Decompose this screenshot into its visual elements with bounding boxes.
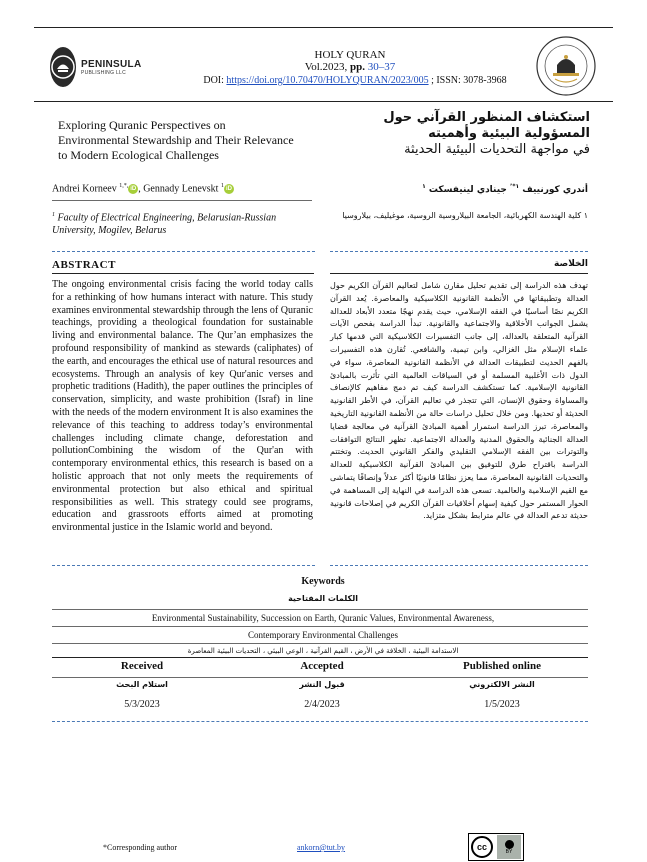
author-1-name: Andrei Korneev [52, 183, 120, 195]
title-arabic [318, 110, 590, 158]
abstract-english: The ongoing environmental crisis facing the world today calls for a rethinking of how humans interact with nature. This study examines environmental stewardship through the lens of Quranic teachings, providing a theological foundation for sustainable living and environmental balance. The Qur’an emphasizes the profound responsibility of mankind as stewards (caliphates) of the earth, and encourages the ethical use of natural resources and ecosystems. Through an analysis of key Qur'anic verses and prophetic traditions (Hadith), the paper outlines the principles of conservation, simplicity, and waste prohibition (Israf) in line with the needs of the modern environment It is also examines the relevance of this teaching to address today’s environmental challenges including climate change, deforestation and pollutionCombining the wisdom of the Qur'an with contemporary environmental ethics, this research is based on a holistic approach that not only meets the requirements of environmental protection but also ethical and spiritual responsibilities as well. This strategy could see programs, education and grassroots efforts aimed at promoting environmental justice in the Islamic world and beyond. [52, 279, 313, 534]
date-accepted-label: Accepted [300, 660, 344, 672]
title-arabic-sub: في مواجهة التحديات البيئية الحديثة [404, 142, 590, 157]
date-accepted-value: 2/4/2023 [304, 699, 340, 710]
date-received [52, 660, 232, 710]
cc-by-license-badge[interactable] [468, 833, 524, 861]
publisher-emblem-icon [50, 47, 76, 87]
journal-seal [535, 35, 597, 97]
keywords-arabic: الاستدامة البيئية ، الخلافة في الأرض ، القيم القرآنية ، الوعي البيئي ، التحديات البيئية المعاصرة [187, 647, 459, 655]
keywords-heading: Keywords [301, 576, 345, 587]
date-accepted [232, 660, 412, 710]
doi-line: DOI: https://doi.org/10.70470/HOLYQURAN/2023/005 ; ISSN: 3078-3968 [203, 75, 507, 86]
keywords-english-line-1: Environmental Sustainability, Succession on Earth, Quranic Values, Environmental Awareness, [151, 613, 495, 623]
date-received-value: 5/3/2023 [124, 699, 160, 710]
abstract-bottom-rule-right [330, 565, 588, 566]
publisher-logo [50, 44, 142, 90]
date-received-label: Received [120, 660, 164, 672]
authors-arabic: أندري كورنييف $^{١*٬}$ جينادي لينيفسكت $^١$ [422, 183, 588, 195]
issn: ; ISSN: 3078-3968 [428, 75, 507, 86]
cc-icon: cc [471, 836, 493, 858]
date-published-value: 1/5/2023 [484, 699, 520, 710]
keywords-english-line-2: Contemporary Environmental Challenges [248, 630, 398, 640]
date-accepted-label-arabic: قبول النشر [299, 680, 345, 689]
affiliation-rule-right [330, 251, 588, 252]
author-2-name: , Gennady Lenevskt [138, 183, 221, 195]
abstract-heading: ABSTRACT [52, 259, 116, 271]
keywords-rule-3 [52, 643, 588, 644]
keywords-rule-2 [52, 626, 588, 627]
abstract-heading-arabic: الخلاصة [554, 259, 588, 269]
abstract-rule-right [330, 273, 588, 274]
date-published [412, 660, 592, 710]
authors-rule-left [52, 200, 312, 201]
orcid-icon[interactable]: iD [130, 186, 137, 193]
dates-rule [52, 677, 588, 678]
date-received-label-arabic: استلام البحث [116, 680, 168, 689]
affiliation-arabic: ١ كلية الهندسة الكهربائية، الجامعة البيلاروسية الروسية، موغيليف، بيلاروسيا [342, 211, 588, 220]
header-top-rule [34, 27, 613, 28]
abstract-arabic: تهدف هذه الدراسة إلى تقديم تحليل مقارن شامل لتعاليم القرآن الكريم حول العدالة وتطبيقاتها في الأنظمة القانونية الكلاسيكية والمعاصرة. يُعد القرآن الكريم نصًا أساسيًا في الفقه الإسلامي، حيث يقدم نهجًا متعدد الأبعاد للعدالة يشمل الجوانب الأخلاقية والاجتماعية والقانونية. تبدأ الدراسة بفحص الآيات القرآنية المتعلقة بالعدالة، إلى جانب التفسيرات الكلاسيكية التي قدمها كبار علماء الإسلام مثل الغزالي، وابن تيمية، والشافعي. تُقارن هذه التفسيرات بالفهم الحديث لتطبيقات العدالة في الأنظمة القانونية المعاصرة، سواء في الدول ذات الأغلبية المسلمة أو في السياقات العالمية التي تأثرت بالمبادئ القانونية الإسلامية. كما تستكشف الدراسة كيف تم دمج مفاهيم كالإنصاف والمساواة وحقوق الإنسان، التي تتجذر في تعاليم القرآن، في الأطر القانونية الحديثة أو تحديها. ومن خلال تحليل دراسات حالة من الأنظمة القانونية التاريخية والمعاصرة، تبرز الدراسة استمرار أهمية المبادئ القرآنية في معالجة قضايا العدالة الجنائية والحقوق المدنية والعدالة الاجتماعية. تظهر النتائج التوافقات والتوترات بين الفقه الإسلامي التقليدي والفكر القانوني الحديث. وتختتم الدراسة باقتراح طرق للتوفيق بين المبادئ القرآنية الكلاسيكية للعدالة والتحديات القانونية المعاصرة، مما يعزز نظامًا قانونيًا أكثر عدلاً وإنصافًا يتماشى مع القيم الإسلامية والعالمية. تسعى هذه الدراسة في النهاية إلى المساهمة في الحوار المستمر حول كيفية إسهام أخلاقيات القرآن الكريم في إصلاحات قانونية حديثة تدعم العدالة في عالم مترابط بشكل متزايد. [330, 281, 588, 521]
journal-info [250, 49, 450, 73]
keywords-rule-4 [52, 657, 588, 658]
abstract-rule-left [52, 273, 314, 274]
title-english: Exploring Quranic Perspectives on Environmental Stewardship and Their Relevance to Modern Ecological Challenges [58, 118, 294, 162]
publisher-name: PENINSULA [81, 58, 142, 70]
affiliation-english: $^1$ Faculty of Electrical Engineering, Belarusian-Russian University, Mogilev, Belarus [52, 212, 277, 237]
keywords-heading-arabic: الكلمات المفتاحية [288, 594, 358, 603]
date-published-label: Published online [463, 660, 541, 672]
attribution-icon: BY [497, 835, 521, 859]
title-arabic-main: استكشاف المنظور القرآني حول المسؤولية البيئية وأهميته [383, 110, 590, 141]
keywords-rule-1 [52, 609, 588, 610]
dates-bottom-rule [52, 721, 588, 722]
abstract-bottom-rule-left [52, 565, 315, 566]
journal-name: HOLY QURAN [314, 49, 386, 61]
authors-english: Andrei Korneev $^{1,*,}$iD , Gennady Lenevskt $^1$iD [52, 183, 232, 195]
orcid-icon[interactable]: iD [225, 186, 232, 193]
header-bottom-rule [34, 101, 613, 102]
publisher-subtitle: PUBLISHING LLC [81, 69, 127, 76]
date-published-label-arabic: النشر الالكتروني [469, 680, 535, 689]
journal-seal-icon [535, 35, 597, 97]
doi-link[interactable]: https://doi.org/10.70470/HOLYQURAN/2023/005 [226, 75, 429, 86]
corresponding-email-link[interactable]: ankorn@tut.by [297, 843, 346, 852]
journal-volume: Vol.2023, pp. 30–37 [304, 61, 396, 73]
corresponding-author-note: *Corresponding author [103, 843, 177, 852]
affiliation-rule-left [52, 251, 315, 252]
